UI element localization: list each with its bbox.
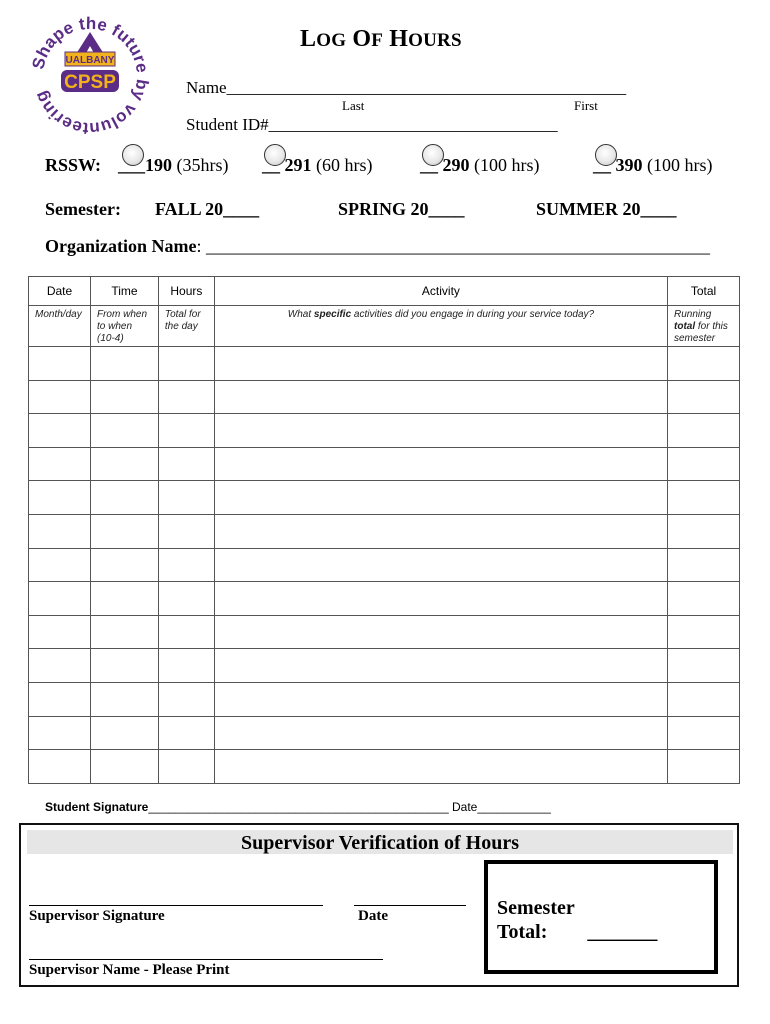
table-body	[29, 347, 740, 784]
cell-activity[interactable]	[214, 447, 667, 481]
cell-hours[interactable]	[158, 548, 214, 582]
student-id-label: Student ID#	[186, 115, 269, 134]
cell-activity[interactable]	[214, 750, 667, 784]
cell-hours[interactable]	[158, 347, 214, 381]
total-label: Total:	[497, 921, 548, 943]
cell-date[interactable]	[29, 548, 91, 582]
table-row	[29, 682, 740, 716]
table-row	[29, 750, 740, 784]
cell-time[interactable]	[90, 347, 158, 381]
student-id-line[interactable]: __________________________________	[268, 115, 558, 134]
cell-total[interactable]	[668, 615, 740, 649]
cell-hours[interactable]	[158, 582, 214, 616]
header-date: Date	[29, 277, 91, 306]
hours-log-table	[28, 276, 740, 784]
cpsp-logo-graphic	[25, 12, 155, 140]
table-row	[29, 414, 740, 448]
semester-spring-field[interactable]: SPRING 20____	[338, 199, 465, 219]
cell-date[interactable]	[29, 514, 91, 548]
organization-line[interactable]: ________________________________________________________	[201, 236, 710, 256]
cell-activity[interactable]	[214, 514, 667, 548]
cell-total[interactable]	[668, 548, 740, 582]
cell-date[interactable]	[29, 582, 91, 616]
semester-total-label: Semester	[497, 897, 575, 919]
student-id-field[interactable]	[186, 115, 558, 135]
cell-hours[interactable]	[158, 615, 214, 649]
table-row	[29, 716, 740, 750]
cell-hours[interactable]	[158, 750, 214, 784]
table-row	[29, 481, 740, 515]
cell-time[interactable]	[90, 682, 158, 716]
cell-activity[interactable]	[214, 347, 667, 381]
cell-total[interactable]	[668, 649, 740, 683]
table-row	[29, 649, 740, 683]
cell-date[interactable]	[29, 414, 91, 448]
subheader-activity: What specific activities did you engage in during your service today?	[214, 306, 667, 347]
logo-arc-text: Shape the future by volunteering	[28, 13, 153, 139]
cell-activity[interactable]	[214, 582, 667, 616]
cell-total[interactable]	[668, 514, 740, 548]
cell-total[interactable]	[668, 716, 740, 750]
cell-activity[interactable]	[214, 414, 667, 448]
logo-top-text: UALBANY	[65, 55, 115, 66]
rssw-label: RSSW:	[45, 155, 102, 175]
last-name-label: Last	[342, 98, 365, 113]
supervisor-date-line[interactable]	[354, 905, 466, 906]
subheader-total: Running total for this semester	[668, 306, 740, 347]
table-subheader-row	[29, 306, 740, 347]
logo-main-text: CPSP	[64, 72, 116, 93]
cell-date[interactable]	[29, 750, 91, 784]
cell-date[interactable]	[29, 380, 91, 414]
organization-field[interactable]: Organization Name: ________________________________________________________	[45, 236, 710, 256]
cell-date[interactable]	[29, 649, 91, 683]
header-hours: Hours	[158, 277, 214, 306]
table-row	[29, 347, 740, 381]
rssw-option-190[interactable]: ___190 (35hrs)	[118, 144, 229, 165]
rssw-option-290[interactable]: __ 290 (100 hrs)	[420, 144, 540, 165]
semester-label: Semester:	[45, 199, 121, 219]
cell-hours[interactable]	[158, 414, 214, 448]
cell-date[interactable]	[29, 716, 91, 750]
supervisor-signature-label: Supervisor Signature	[29, 908, 165, 924]
table-row	[29, 548, 740, 582]
header-total: Total	[668, 277, 740, 306]
cell-total[interactable]	[668, 347, 740, 381]
table-header-row	[29, 277, 740, 306]
cell-total[interactable]	[668, 481, 740, 515]
cell-hours[interactable]	[158, 716, 214, 750]
cell-activity[interactable]	[214, 380, 667, 414]
supervisor-name-line[interactable]	[29, 959, 383, 960]
cell-time[interactable]	[90, 750, 158, 784]
table-row	[29, 447, 740, 481]
cell-total[interactable]	[668, 682, 740, 716]
table-row	[29, 514, 740, 548]
name-line[interactable]: _______________________________________________	[226, 78, 627, 97]
cell-date[interactable]	[29, 615, 91, 649]
header-time: Time	[90, 277, 158, 306]
cell-activity[interactable]	[214, 682, 667, 716]
cell-date[interactable]	[29, 347, 91, 381]
cell-time[interactable]	[90, 548, 158, 582]
cell-hours[interactable]	[158, 380, 214, 414]
organization-label: Organization Name	[45, 236, 197, 256]
cell-time[interactable]	[90, 414, 158, 448]
page-title: LOG OF HOURS	[300, 26, 462, 52]
cell-activity[interactable]	[214, 548, 667, 582]
cell-time[interactable]	[90, 582, 158, 616]
cell-time[interactable]	[90, 447, 158, 481]
cell-time[interactable]	[90, 615, 158, 649]
cell-hours[interactable]	[158, 649, 214, 683]
supervisor-name-label: Supervisor Name - Please Print	[29, 962, 230, 978]
semester-summer-field[interactable]: SUMMER 20____	[536, 199, 677, 219]
cell-hours[interactable]	[158, 447, 214, 481]
cell-date[interactable]	[29, 447, 91, 481]
student-date-line[interactable]: ___________	[477, 800, 551, 814]
student-signature-label: Student Signature	[45, 800, 149, 814]
student-signature-field[interactable]: Student Signature_____________________________________________ Date___________	[45, 800, 551, 814]
header-activity: Activity	[214, 277, 667, 306]
cell-total[interactable]	[668, 582, 740, 616]
cell-hours[interactable]	[158, 481, 214, 515]
semester-fall-field[interactable]: FALL 20____	[155, 199, 260, 219]
cell-time[interactable]	[90, 649, 158, 683]
cell-total[interactable]	[668, 414, 740, 448]
cell-hours[interactable]	[158, 682, 214, 716]
supervisor-date-label: Date	[358, 908, 388, 924]
subheader-date: Month/day	[29, 306, 91, 347]
subheader-time: From when to when (10-4)	[90, 306, 158, 347]
cell-time[interactable]	[90, 481, 158, 515]
cell-hours[interactable]	[158, 514, 214, 548]
cell-activity[interactable]	[214, 481, 667, 515]
table-row	[29, 582, 740, 616]
semester-total-text	[497, 896, 657, 944]
cell-total[interactable]	[668, 750, 740, 784]
cpsp-logo	[25, 12, 155, 140]
name-label: Name	[186, 78, 227, 97]
student-date-label: Date	[448, 800, 478, 814]
supervisor-signature-line[interactable]	[29, 905, 323, 906]
supervisor-heading: Supervisor Verification of Hours	[27, 830, 733, 854]
cell-time[interactable]	[90, 380, 158, 414]
cell-time[interactable]	[90, 514, 158, 548]
rssw-option-390[interactable]: __ 390 (100 hrs)	[593, 144, 713, 165]
table-row	[29, 380, 740, 414]
first-name-label: First	[574, 98, 598, 113]
table-row	[29, 615, 740, 649]
subheader-hours: Total for the day	[158, 306, 214, 347]
cell-activity[interactable]	[214, 615, 667, 649]
cell-total[interactable]	[668, 380, 740, 414]
name-field[interactable]	[186, 78, 626, 98]
rssw-option-291[interactable]: __ 291 (60 hrs)	[262, 144, 373, 165]
cell-date[interactable]	[29, 682, 91, 716]
cell-activity[interactable]	[214, 716, 667, 750]
cell-time[interactable]	[90, 716, 158, 750]
cell-total[interactable]	[668, 447, 740, 481]
cell-date[interactable]	[29, 481, 91, 515]
cell-activity[interactable]	[214, 649, 667, 683]
semester-total-line[interactable]: _______	[587, 921, 658, 943]
